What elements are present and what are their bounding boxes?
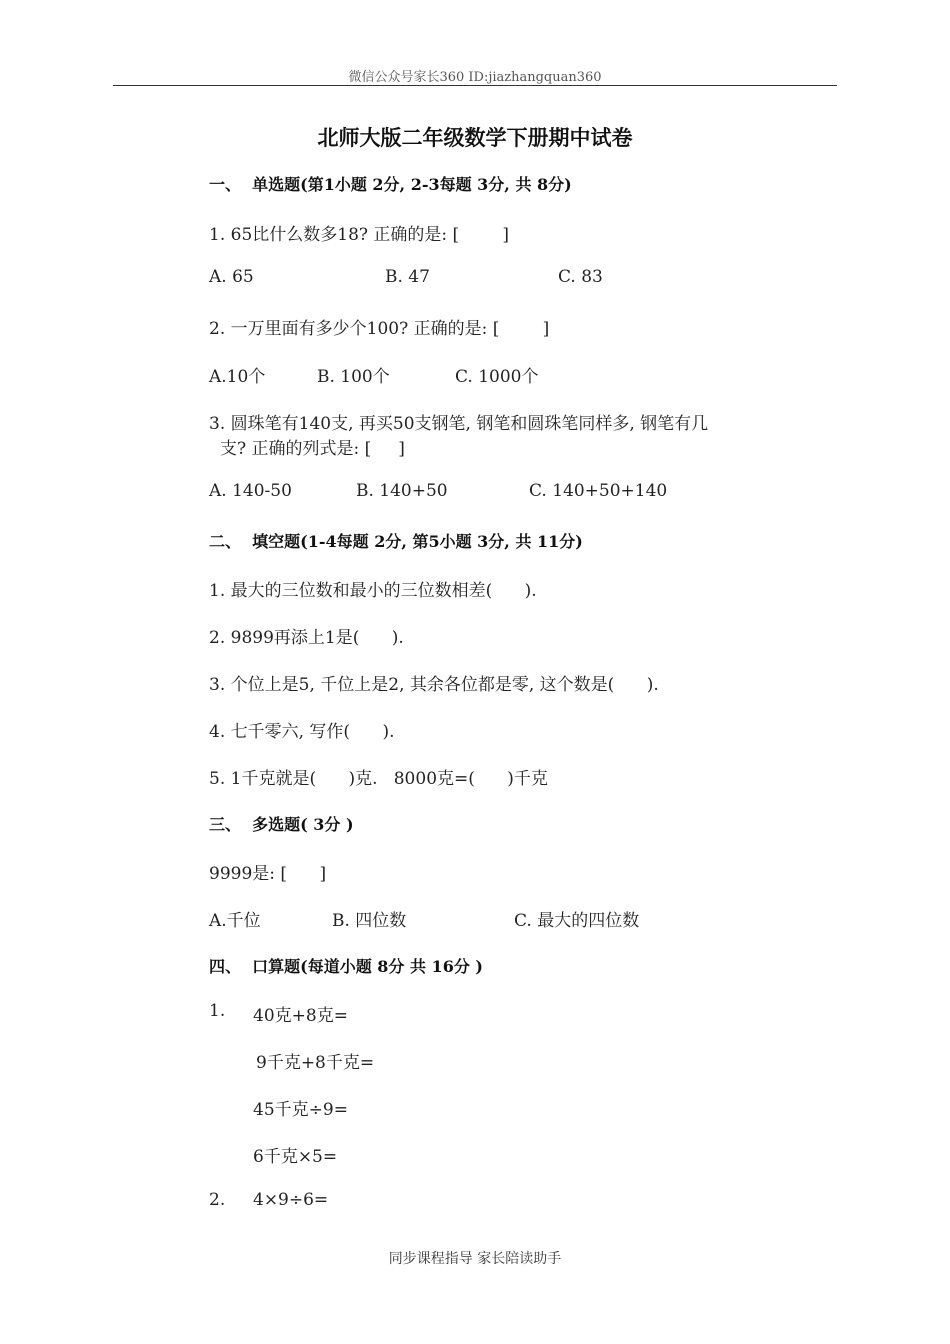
s1-q1-text: 1. 65比什么数多18? 正确的是: [ ] <box>209 225 510 245</box>
s4-q1-item: 45千克÷9= <box>253 1100 348 1120</box>
s1-q1-option-a: A. 65 <box>209 267 254 287</box>
s2-q5: 5. 1千克就是( )克. 8000克=( )千克 <box>209 769 548 789</box>
s4-q1-item: 6千克×5= <box>253 1147 338 1167</box>
s1-q1-option-b: B. 47 <box>385 267 430 287</box>
s4-q2-number: 2. <box>209 1190 226 1210</box>
s1-q2-option-b: B. 100个 <box>317 367 390 387</box>
section-2-title: 二、 填空题(1-4每题 2分, 第5小题 3分, 共 11分) <box>209 532 583 551</box>
s2-q4: 4. 七千零六, 写作( ). <box>209 722 395 742</box>
s3-option-b: B. 四位数 <box>332 911 407 931</box>
s3-option-c: C. 最大的四位数 <box>514 911 640 931</box>
page-title: 北师大版二年级数学下册期中试卷 <box>317 125 633 150</box>
s4-q1-number: 1. <box>209 1001 226 1021</box>
s2-q1: 1. 最大的三位数和最小的三位数相差( ). <box>209 581 537 601</box>
s1-q3-option-a: A. 140-50 <box>209 481 292 501</box>
s3-option-a: A.千位 <box>209 911 261 931</box>
s1-q3-option-b: B. 140+50 <box>356 481 448 501</box>
page-footer: 同步课程指导 家长陪读助手 <box>388 1251 562 1267</box>
s2-q3: 3. 个位上是5, 千位上是2, 其余各位都是零, 这个数是( ). <box>209 675 659 695</box>
s1-q3-text-line1: 3. 圆珠笔有140支, 再买50支钢笔, 钢笔和圆珠笔同样多, 钢笔有几 <box>209 414 709 434</box>
page-header: 微信公众号家长360 ID:jiazhangquan360 <box>348 70 602 85</box>
s1-q2-option-c: C. 1000个 <box>455 367 539 387</box>
s3-question: 9999是: [ ] <box>209 864 327 884</box>
s4-q1-item: 40克+8克= <box>253 1006 348 1026</box>
s1-q2-text: 2. 一万里面有多少个100? 正确的是: [ ] <box>209 319 550 339</box>
s1-q3-option-c: C. 140+50+140 <box>529 481 668 501</box>
section-4-title: 四、 口算题(每道小题 8分 共 16分 ) <box>209 957 483 976</box>
s4-q2-item: 4×9÷6= <box>253 1190 329 1210</box>
section-1-title: 一、 单选题(第1小题 2分, 2-3每题 3分, 共 8分) <box>209 175 572 194</box>
section-3-title: 三、 多选题( 3分 ) <box>209 815 354 834</box>
s1-q2-option-a: A.10个 <box>209 367 266 387</box>
s1-q1-option-c: C. 83 <box>558 267 603 287</box>
s4-q1-item: 9千克+8千克= <box>256 1053 375 1073</box>
header-divider <box>113 85 837 86</box>
s1-q3-text-line2: 支? 正确的列式是: [ ] <box>220 439 405 459</box>
s2-q2: 2. 9899再添上1是( ). <box>209 628 404 648</box>
